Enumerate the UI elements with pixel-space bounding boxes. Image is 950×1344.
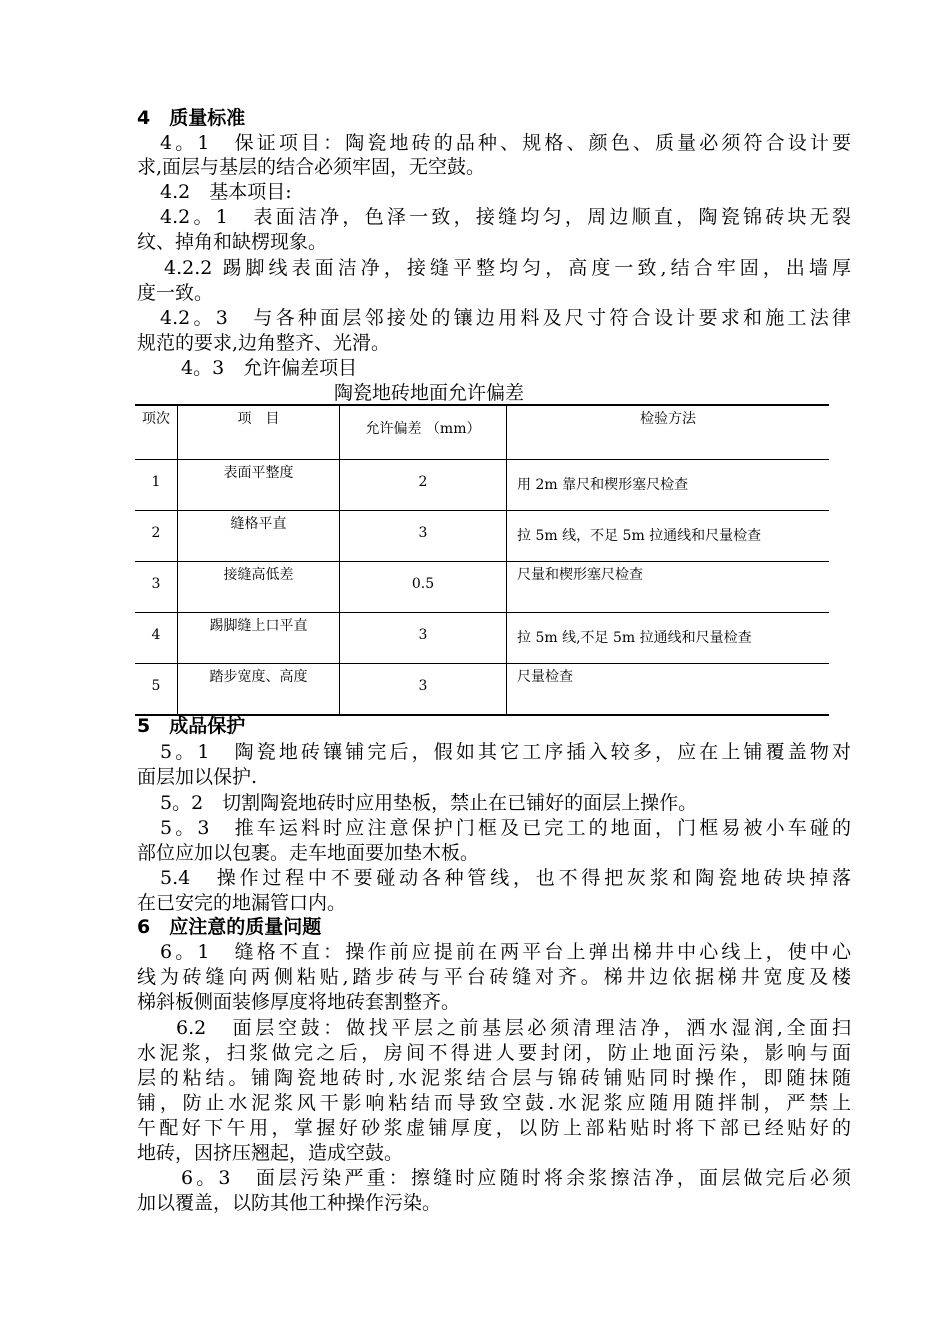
row-no: 5 (151, 678, 161, 694)
header-item: 项 目 (178, 405, 340, 460)
row-value: 3 (418, 627, 428, 643)
paragraph-6-1-line-2: 线为砖缝向两侧粘贴,踏步砖与平台砖缝对齐。梯井边依据梯井宽度及楼 (137, 966, 851, 988)
paragraph-4-1-line-1: 4。1 保证项目：陶瓷地砖的品种、规格、颜色、质量必须符合设计要 (160, 132, 851, 154)
paragraph-6-3-line-1: 6。3 面层污染严重：擦缝时应随时将余浆擦洁净，面层做完后必须 (181, 1167, 851, 1189)
paragraph-5-1-line-1: 5。1 陶瓷地砖镶铺完后，假如其它工序插入较多，应在上铺覆盖物对 (160, 741, 851, 763)
paragraph-6-2-line-4: 铺，防止水泥浆风干影响粘结而导致空鼓.水泥浆应随用随拌制，严禁上 (137, 1092, 851, 1114)
row-no: 1 (151, 474, 161, 490)
header-method: 检验方法 (507, 405, 830, 460)
paragraph-6-1-line-3: 梯斜板侧面装修厚度将地砖套割整齐。 (137, 991, 461, 1013)
row-item: 踢脚缝上口平直 (209, 618, 308, 634)
paragraph-5-3-line-1: 5。3 推车运料时应注意保护门框及已完工的地面，门框易被小车碰的 (160, 817, 851, 839)
row-value: 3 (418, 678, 428, 694)
row-value: 2 (418, 474, 428, 490)
row-item: 接缝高低差 (223, 567, 294, 583)
header-value: 允许偏差 （mm） (340, 405, 507, 460)
row-no: 4 (151, 627, 161, 643)
table-row (135, 562, 829, 613)
paragraph-5-1-line-2: 面层加以保护. (137, 766, 258, 788)
row-no: 3 (151, 576, 161, 592)
tolerance-table (135, 404, 829, 716)
row-method: 尺量和楔形塞尺检查 (517, 567, 643, 583)
section-6-heading: 6 应注意的质量问题 (137, 916, 322, 938)
row-item: 缝格平直 (230, 516, 287, 532)
row-item: 踏步宽度、高度 (209, 669, 308, 685)
row-value: 0.5 (411, 576, 435, 592)
paragraph-6-2-line-3: 层的粘结。铺陶瓷地砖时,水泥浆结合层与锦砖铺贴同时操作，即随抹随 (137, 1067, 851, 1089)
table-caption: 陶瓷地砖地面允许偏差 (334, 382, 525, 404)
paragraph-5-4-line-2: 在已安完的地漏管口内。 (137, 892, 347, 914)
table-row (135, 664, 829, 716)
paragraph-4-2-2-line-1: 4.2.2 踢脚线表面洁净，接缝平整均匀，高度一致,结合牢固，出墙厚 (164, 257, 851, 279)
header-no: 项次 (142, 411, 170, 427)
paragraph-4-2-1-line-2: 纹、掉角和缺楞现象。 (137, 231, 328, 253)
paragraph-5-3-line-2: 部位应加以包裹。走车地面要加垫木板。 (137, 842, 480, 864)
paragraph-5-2: 5。2 切割陶瓷地砖时应用垫板，禁止在已铺好的面层上操作。 (160, 792, 698, 814)
paragraph-6-3-line-2: 加以覆盖，以防其他工种操作污染。 (137, 1192, 442, 1214)
table-row (135, 511, 829, 562)
section-5-heading: 5 成品保护 (137, 715, 246, 737)
row-method: 用 2m 靠尺和楔形塞尺检查 (517, 477, 689, 493)
paragraph-6-2-line-6: 地砖，因挤压翘起，造成空鼓。 (137, 1142, 404, 1164)
paragraph-6-2-line-2: 水泥浆，扫浆做完之后，房间不得进人要封闭，防止地面污染，影响与面 (137, 1042, 851, 1064)
paragraph-4-2-2-line-2: 度一致。 (137, 282, 214, 304)
row-item: 表面平整度 (223, 465, 294, 481)
paragraph-5-4-line-1: 5.4 操作过程中不要碰动各种管线，也不得把灰浆和陶瓷地砖块掉落 (160, 867, 851, 889)
paragraph-4-2-3-line-1: 4.2。3 与各种面层邻接处的镶边用料及尺寸符合设计要求和施工法律 (160, 307, 851, 329)
row-method: 尺量检查 (517, 669, 573, 685)
paragraph-4-2-1-line-1: 4.2。1 表面洁净，色泽一致，接缝均匀，周边顺直，陶瓷锦砖块无裂 (160, 206, 851, 228)
paragraph-4-1-line-2: 求,面层与基层的结合必须牢固，无空鼓。 (137, 156, 486, 178)
paragraph-4-2-3-line-2: 规范的要求,边角整齐、光滑。 (137, 332, 391, 354)
paragraph-6-2-line-5: 午配好下午用，掌握好砂浆虚铺厚度，以防上部粘贴时将下部已经贴好的 (137, 1117, 851, 1139)
row-method: 拉 5m 线，不足 5m 拉通线和尺量检查 (517, 528, 762, 544)
row-method: 拉 5m 线,不足 5m 拉通线和尺量检查 (517, 630, 752, 646)
paragraph-6-2-line-1: 6.2 面层空鼓：做找平层之前基层必须清理洁净，洒水湿润,全面扫 (176, 1017, 851, 1039)
table-row (135, 613, 829, 664)
paragraph-4-3: 4。3 允许偏差项目 (181, 357, 358, 379)
section-4-heading: 4 质量标准 (137, 107, 246, 129)
row-value: 3 (418, 525, 428, 541)
paragraph-6-1-line-1: 6。1 缝格不直：操作前应提前在两平台上弹出梯井中心线上，使中心 (160, 941, 851, 963)
paragraph-4-2: 4.2 基本项目: (160, 181, 292, 203)
row-no: 2 (151, 525, 161, 541)
table-row (135, 460, 829, 511)
table-header-row (135, 405, 829, 460)
